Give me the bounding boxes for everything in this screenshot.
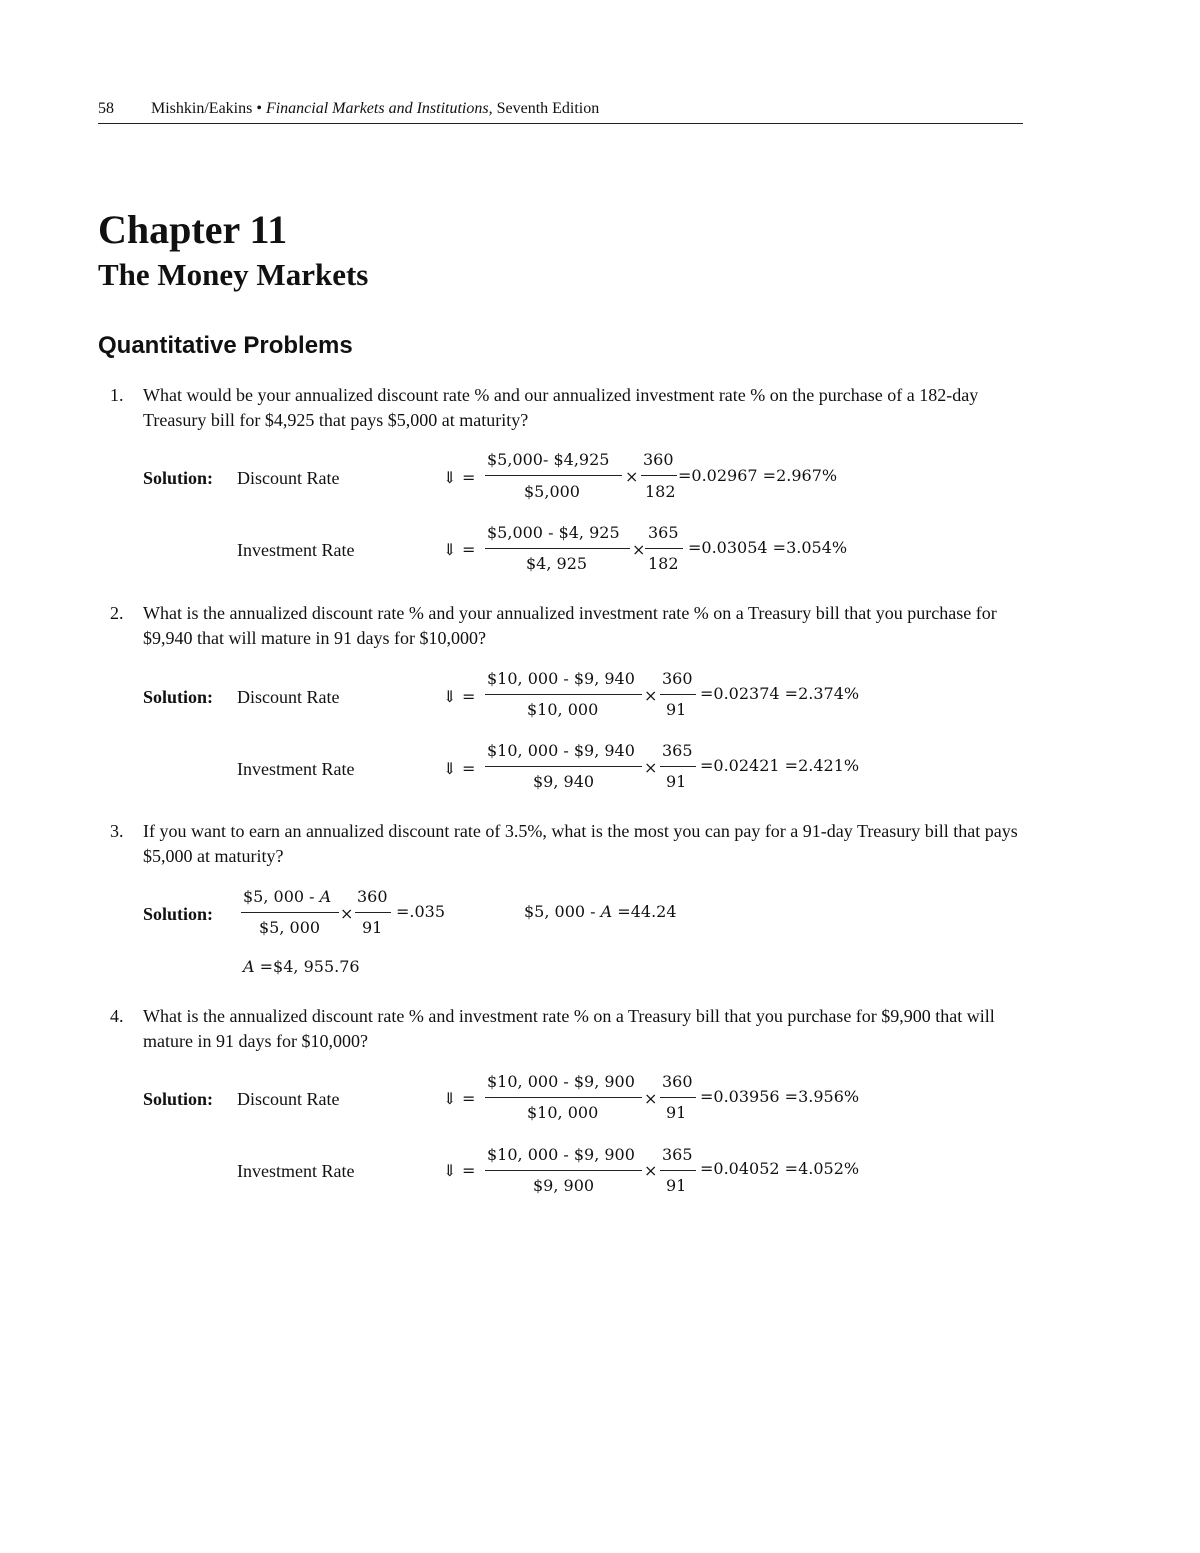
fraction-denominator: 91 bbox=[666, 1103, 687, 1122]
problem-text: What would be your annualized discount rate % and our annualized investment rate % on the purchase of a 182-day Treasury bill for $4,925 that pays $5,000 at maturity? bbox=[143, 385, 979, 430]
fraction-bar bbox=[660, 766, 696, 767]
fraction-denominator: $9, 940 bbox=[533, 772, 595, 791]
investment-rate-label: Investment Rate bbox=[237, 1161, 355, 1181]
equals-sign: = bbox=[462, 540, 476, 559]
discount-rate-label: Discount Rate bbox=[237, 1089, 340, 1109]
variable-a: A bbox=[600, 902, 613, 921]
numerator-text: $5, 000 - bbox=[243, 887, 320, 906]
fraction-numerator: 365 bbox=[662, 741, 693, 760]
times-sign: × bbox=[644, 1161, 658, 1180]
fraction-numerator: $10, 000 - $9, 900 bbox=[487, 1145, 635, 1164]
header-rule bbox=[98, 123, 1023, 124]
equation bbox=[243, 957, 360, 977]
result: =0.03054 =3.054% bbox=[688, 538, 848, 557]
header-book-title: Financial Markets and Institutions, bbox=[265, 100, 493, 117]
result: =0.02967 =2.967% bbox=[678, 466, 838, 485]
page-number: 58 bbox=[98, 100, 114, 117]
times-sign: × bbox=[644, 758, 658, 777]
equals-sign: = bbox=[462, 1161, 476, 1180]
fraction-denominator: 91 bbox=[666, 1176, 687, 1195]
fraction-bar bbox=[485, 1097, 642, 1098]
times-sign: × bbox=[632, 540, 646, 559]
problem-number: 2. bbox=[110, 603, 124, 623]
arrow-symbol: ⇓ bbox=[443, 540, 457, 559]
fraction-numerator: 360 bbox=[662, 669, 693, 688]
fraction-bar bbox=[485, 766, 642, 767]
fraction-numerator: $10, 000 - $9, 900 bbox=[487, 1072, 635, 1091]
fraction-numerator: $10, 000 - $9, 940 bbox=[487, 741, 635, 760]
problem-text: What is the annualized discount rate % and your annualized investment rate % on a Treasury bill that you purchase for $9,940 that will mature in 91 days for $10,000? bbox=[143, 603, 997, 648]
fraction-denominator: 182 bbox=[648, 554, 679, 573]
fraction-bar bbox=[660, 694, 696, 695]
fraction-numerator: $10, 000 - $9, 940 bbox=[487, 669, 635, 688]
fraction-bar bbox=[485, 548, 630, 549]
header-authors: Mishkin/Eakins • bbox=[151, 100, 262, 117]
equals-sign: = bbox=[462, 1089, 476, 1108]
running-header bbox=[151, 99, 599, 119]
chapter-title: The Money Markets bbox=[98, 257, 369, 292]
fraction-denominator: 91 bbox=[666, 700, 687, 719]
result: =.035 bbox=[396, 902, 446, 921]
equation bbox=[524, 902, 677, 922]
fraction-bar bbox=[660, 1170, 696, 1171]
solution-label: Solution: bbox=[143, 468, 214, 488]
header-edition: Seventh Edition bbox=[496, 100, 600, 117]
result: =0.02374 =2.374% bbox=[700, 684, 860, 703]
solution-label: Solution: bbox=[143, 687, 214, 707]
fraction-denominator: 91 bbox=[362, 918, 383, 937]
result: =0.03956 =3.956% bbox=[700, 1087, 860, 1106]
problem-number: 3. bbox=[110, 821, 124, 841]
fraction-bar bbox=[485, 694, 642, 695]
fraction-numerator: 365 bbox=[648, 523, 679, 542]
arrow-symbol: ⇓ bbox=[443, 468, 457, 487]
fraction-denominator: 91 bbox=[666, 772, 687, 791]
discount-rate-label: Discount Rate bbox=[237, 687, 340, 707]
arrow-symbol: ⇓ bbox=[443, 1089, 457, 1108]
fraction-numerator: $5,000- $4,925 bbox=[487, 450, 610, 469]
problem-number: 4. bbox=[110, 1006, 124, 1026]
variable-a: A bbox=[243, 957, 255, 976]
arrow-symbol: ⇓ bbox=[443, 1161, 457, 1180]
fraction-denominator: $10, 000 bbox=[527, 1103, 599, 1122]
fraction-numerator: 360 bbox=[357, 887, 388, 906]
equals-sign: = bbox=[462, 687, 476, 706]
times-sign: × bbox=[340, 904, 354, 923]
fraction-numerator: 360 bbox=[643, 450, 674, 469]
problem-text: If you want to earn an annualized discount rate of 3.5%, what is the most you can pay for a 91-day Treasury bill that pays $5,000 at maturity? bbox=[143, 821, 1018, 866]
fraction-denominator: $4, 925 bbox=[526, 554, 588, 573]
equation-value: =$4, 955.76 bbox=[254, 957, 360, 976]
fraction-bar bbox=[660, 1097, 696, 1098]
times-sign: × bbox=[625, 467, 639, 486]
fraction-denominator: 182 bbox=[645, 482, 676, 501]
fraction-numerator bbox=[243, 887, 331, 907]
result: =0.02421 =2.421% bbox=[700, 756, 860, 775]
arrow-symbol: ⇓ bbox=[443, 687, 457, 706]
discount-rate-label: Discount Rate bbox=[237, 468, 340, 488]
times-sign: × bbox=[644, 686, 658, 705]
arrow-symbol: ⇓ bbox=[443, 759, 457, 778]
fraction-denominator: $5,000 bbox=[524, 482, 580, 501]
fraction-numerator: 365 bbox=[662, 1145, 693, 1164]
investment-rate-label: Investment Rate bbox=[237, 540, 355, 560]
fraction-bar bbox=[355, 912, 391, 913]
fraction-denominator: $5, 000 bbox=[259, 918, 321, 937]
fraction-bar bbox=[645, 548, 683, 549]
fraction-denominator: $10, 000 bbox=[527, 700, 599, 719]
chapter-number: Chapter 11 bbox=[98, 207, 288, 252]
fraction-bar bbox=[485, 475, 622, 476]
equation-left: $5, 000 - bbox=[524, 902, 601, 921]
equals-sign: = bbox=[462, 468, 476, 487]
investment-rate-label: Investment Rate bbox=[237, 759, 355, 779]
fraction-numerator: $5,000 - $4, 925 bbox=[487, 523, 620, 542]
variable-a: A bbox=[319, 887, 332, 906]
times-sign: × bbox=[644, 1089, 658, 1108]
fraction-denominator: $9, 900 bbox=[533, 1176, 595, 1195]
problem-text: What is the annualized discount rate % and investment rate % on a Treasury bill that you purchase for $9,900 that will mature in 91 days for $10,000? bbox=[143, 1006, 995, 1051]
result: =0.04052 =4.052% bbox=[700, 1159, 860, 1178]
fraction-bar bbox=[241, 912, 339, 913]
equation-right: =44.24 bbox=[612, 902, 677, 921]
fraction-bar bbox=[641, 475, 677, 476]
problem-number: 1. bbox=[110, 385, 124, 405]
solution-label: Solution: bbox=[143, 904, 214, 924]
solution-label: Solution: bbox=[143, 1089, 214, 1109]
fraction-numerator: 360 bbox=[662, 1072, 693, 1091]
fraction-bar bbox=[485, 1170, 642, 1171]
equals-sign: = bbox=[462, 759, 476, 778]
section-title: Quantitative Problems bbox=[98, 332, 353, 359]
